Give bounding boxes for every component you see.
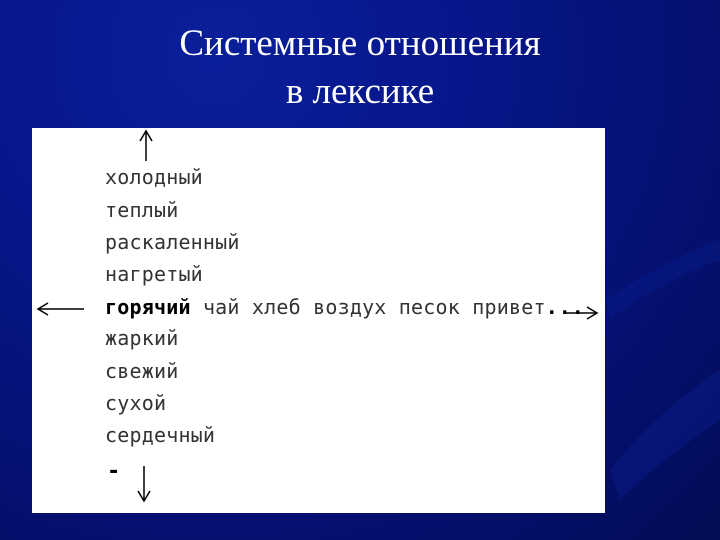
horizontal-words: чай хлеб воздух песок привет: [202, 295, 546, 319]
word-above-3: раскаленный: [105, 230, 240, 254]
center-word: горячий: [105, 295, 191, 319]
arrow-up-icon: [140, 131, 152, 161]
title-line-1: Системные отношения: [179, 23, 541, 64]
word-below-1: жаркий: [105, 326, 179, 350]
word-below-4: сердечный: [105, 423, 216, 447]
minus-sign: -: [107, 459, 121, 484]
word-above-2: теплый: [105, 198, 179, 222]
center-row: [105, 295, 585, 319]
word-above-4: нагретый: [105, 262, 203, 286]
word-below-3: сухой: [105, 391, 167, 415]
diagram-panel: [32, 128, 605, 513]
title-line-2: в лексике: [285, 71, 435, 112]
slide-title: [0, 20, 720, 116]
arrow-down-icon: [138, 466, 150, 501]
word-above-1: холодный: [105, 165, 203, 189]
word-below-2: свежий: [105, 359, 179, 383]
arrow-left-icon: [38, 303, 84, 315]
ellipsis: ...: [545, 295, 585, 319]
